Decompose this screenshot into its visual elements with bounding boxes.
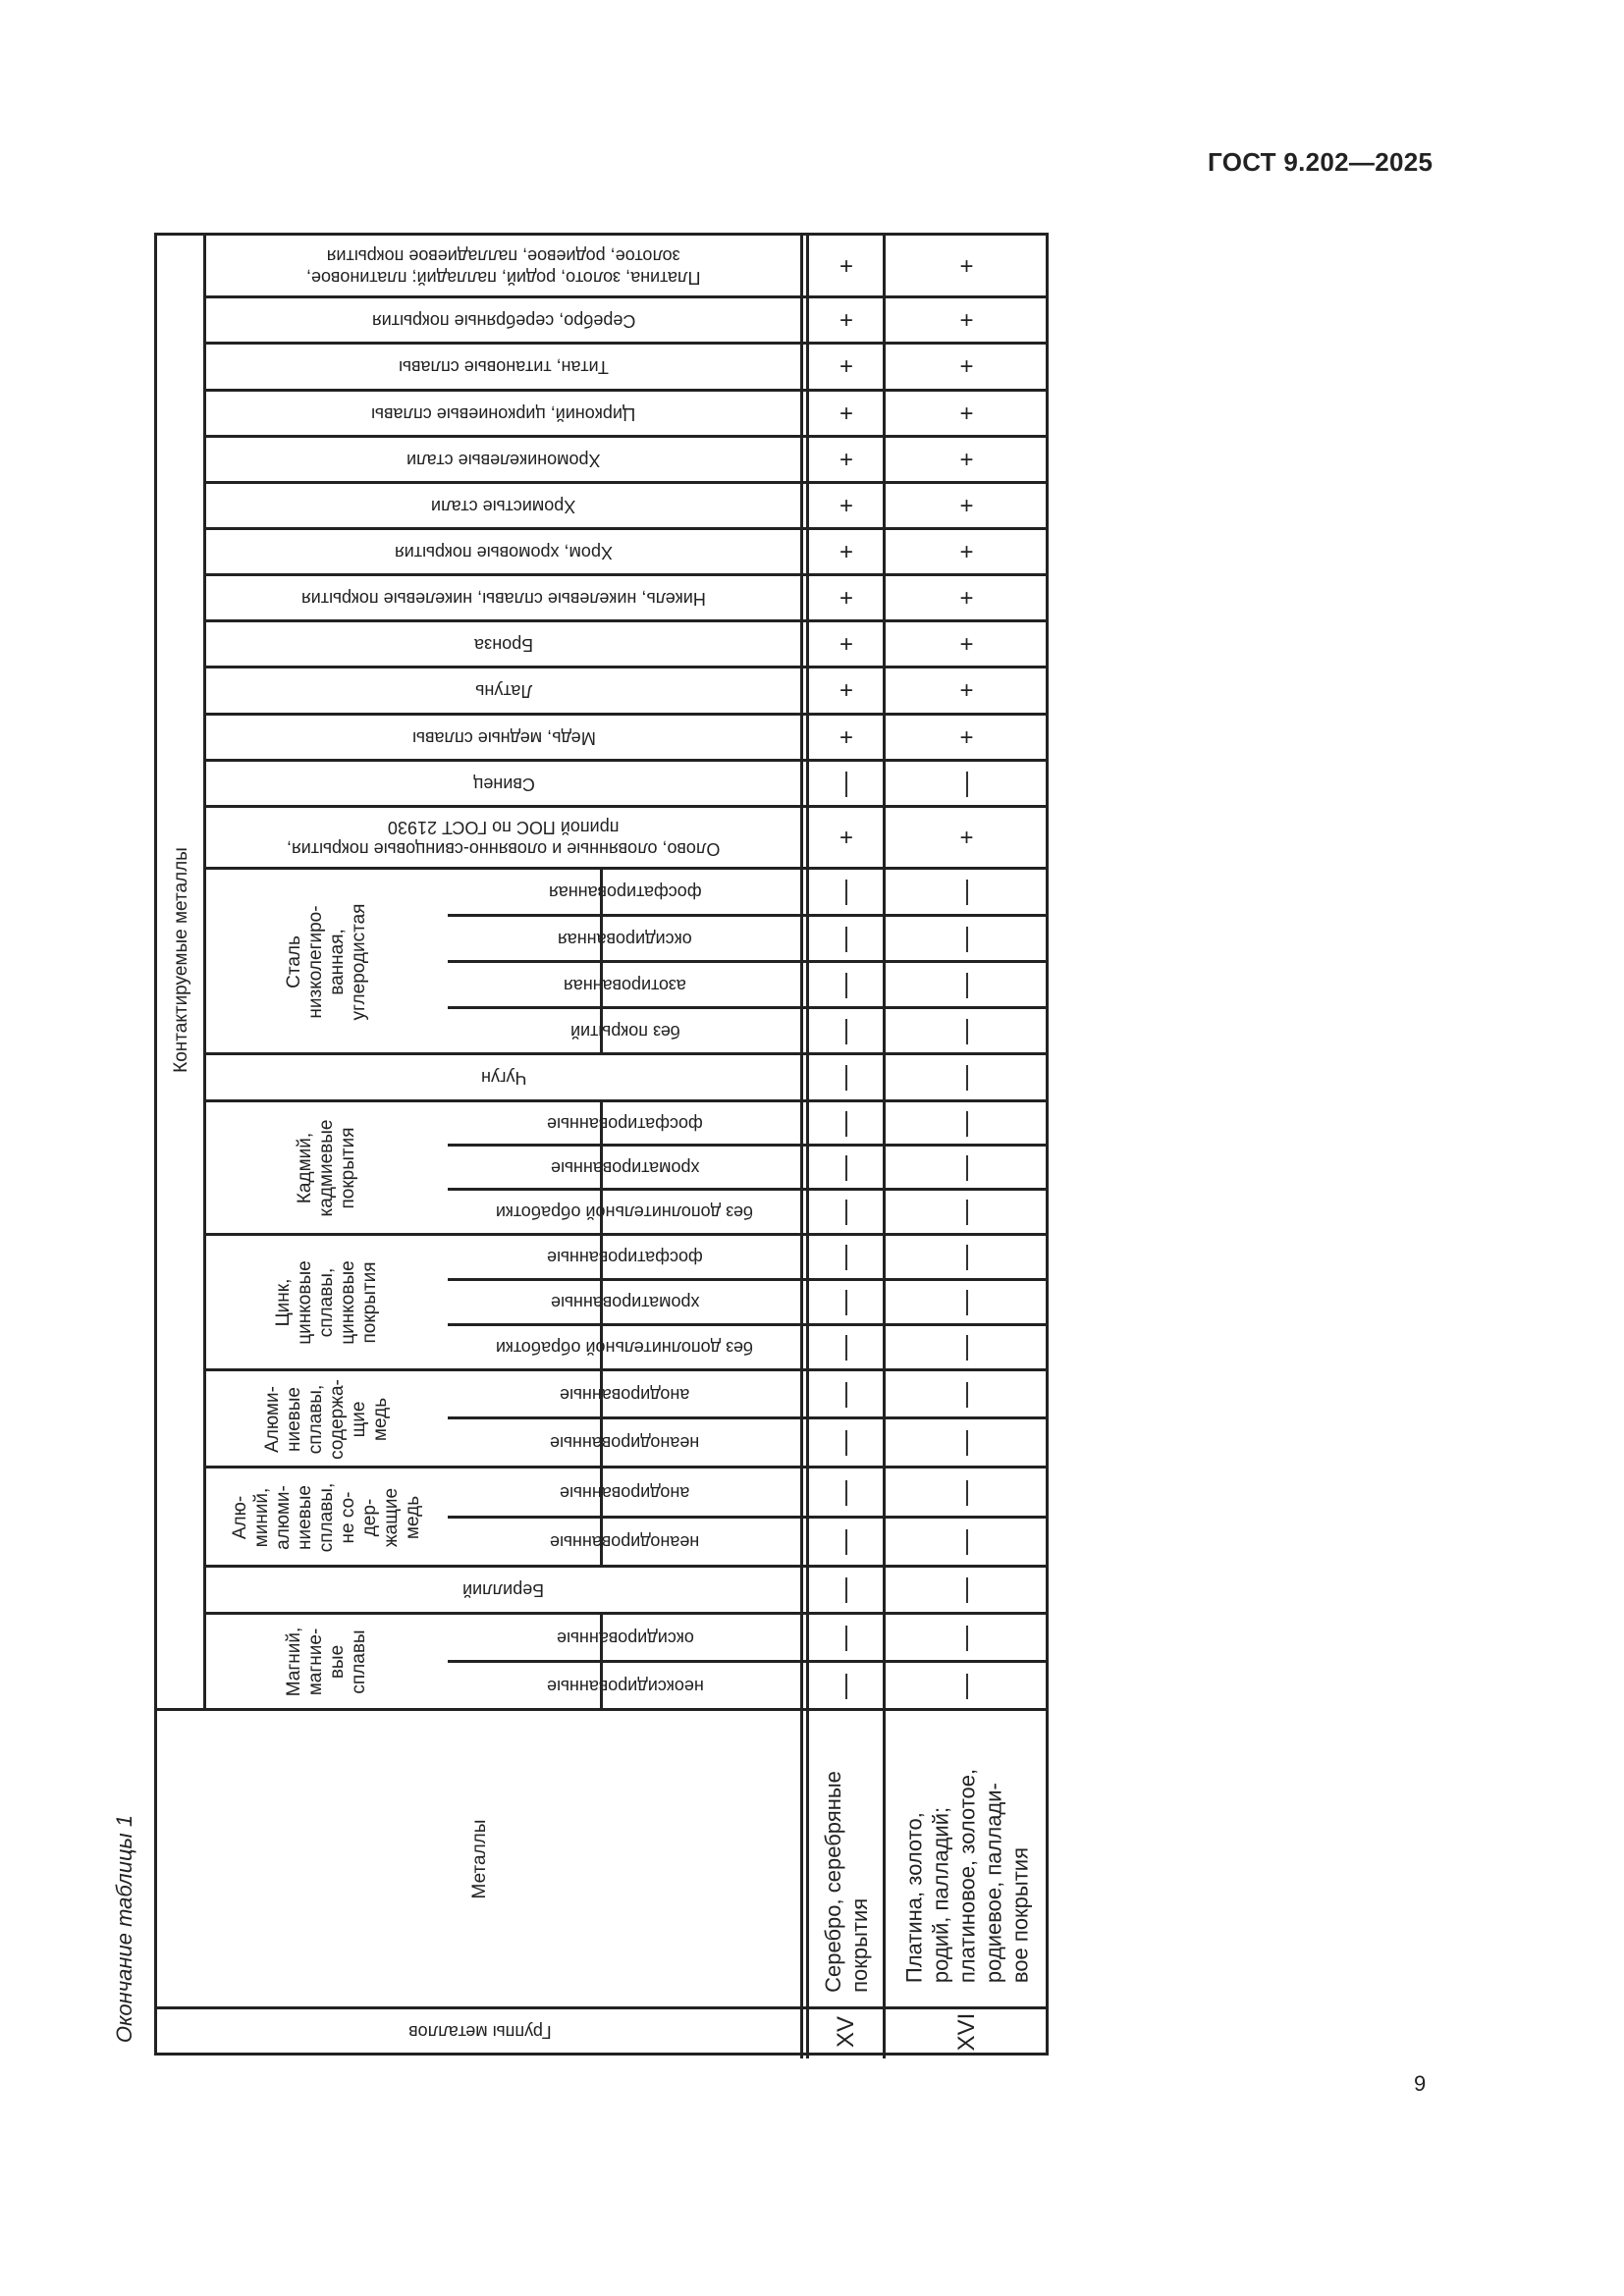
metal-cell [205,1054,802,1101]
plus-mark: + [959,492,974,519]
metal-cell [448,916,802,962]
group-number-xv [808,2008,885,2056]
compat-mark-xv [808,1235,885,1280]
plus-mark: + [959,584,974,612]
metal-label: хроматированные [550,1157,700,1178]
dash-mark [845,1430,847,1456]
plus-mark: + [839,630,853,658]
metal-label: Хромистые стали [431,496,576,516]
group-label-text: Сталь низколегиро- ванная, углеродистая [283,903,369,1020]
compat-mark-xv [808,807,885,869]
metal-label: анодированные [560,1384,690,1405]
compat-mark-xvi [885,575,1049,621]
metal-cell [205,483,802,529]
metal-cell [205,236,802,297]
group-label [205,1235,448,1370]
metal-cell [205,391,802,437]
compat-mark-xvi [885,1280,1049,1325]
group-number-text: XVI [952,2012,980,2052]
metal-label: азотированная [564,975,686,995]
compat-mark-xvi [885,297,1049,344]
compat-mark-xvi [885,391,1049,437]
groups-header-text: Группы металлов [407,2022,552,2042]
group-number-xvi [885,2008,1049,2056]
compat-mark-xv [808,1325,885,1370]
dash-mark [966,772,968,797]
compat-mark-xv [808,529,885,575]
metal-label: без дополнительной обработки [496,1338,754,1358]
dash-mark [966,1111,968,1137]
compat-mark-xv [808,575,885,621]
metal-cell [448,1280,802,1325]
column-divider [600,1101,603,1235]
metal-cell [448,1614,802,1662]
metals-header-text: Металлы [468,1819,490,1899]
group-label-text: Кадмий, кадмиевые покрытия [294,1119,358,1217]
column-divider [600,1235,603,1370]
metal-label: анодированные [560,1482,690,1503]
groups-header [157,2008,802,2056]
dash-mark [966,973,968,998]
compat-mark-xvi [885,437,1049,483]
column-name-text: Серебро, серебряные покрытия [821,1770,872,1993]
compat-mark-xvi [885,1008,1049,1054]
column-divider [600,1370,603,1468]
dash-mark [845,1382,847,1408]
metal-label: Бронза [473,634,534,655]
plus-mark: + [839,538,853,565]
compat-mark-xv [808,869,885,916]
plus-mark: + [839,824,853,851]
compat-mark-xvi [885,1190,1049,1235]
metal-cell [448,962,802,1008]
compat-mark-xv [808,391,885,437]
metal-cell [448,1662,802,1710]
dash-mark [845,1674,847,1699]
compat-mark-xvi [885,621,1049,667]
column-name-text: Платина, золото, родий, палладий; платиновое, золотое, родиевое, паллади- вое покрытия [901,1768,1032,1984]
plus-mark: + [959,824,974,851]
dash-mark [966,1335,968,1361]
metal-cell [448,1146,802,1190]
metal-label: Латунь [474,681,533,701]
plus-mark: + [959,353,974,380]
contact-metals-text: Контактируемые металлы [170,847,191,1073]
dash-mark [966,880,968,905]
compat-mark-xvi [885,483,1049,529]
metal-label: хроматированные [550,1293,700,1312]
plus-mark: + [839,306,853,334]
compat-mark-xvi [885,1325,1049,1370]
dash-mark [845,772,847,797]
caption-text: Окончание таблицы 1 [112,1814,136,2043]
compat-mark-xv [808,1008,885,1054]
dash-mark [966,1019,968,1044]
compat-mark-xv [808,437,885,483]
group-number-text: XV [833,2015,859,2049]
dash-mark [845,880,847,905]
page-number: 9 [1414,2071,1427,2096]
compat-mark-xv [808,916,885,962]
metal-label: фосфатированные [547,1248,703,1267]
plus-mark: + [959,400,974,427]
dash-mark [966,1065,968,1091]
metal-label: Цирконий, циркониевые сплавы [371,403,636,424]
compat-mark-xvi [885,1235,1049,1280]
metal-cell [448,1418,802,1468]
metal-cell [205,1567,802,1614]
metal-cell [205,761,802,807]
metal-cell [205,575,802,621]
metal-label: Серебро, серебряные покрытия [371,310,636,331]
compat-mark-xv [808,1101,885,1146]
group-label-text: Алюми- ниевые сплавы, содержа- щие медь [261,1378,391,1460]
compat-mark-xvi [885,761,1049,807]
compat-mark-xvi [885,1146,1049,1190]
plus-mark: + [839,492,853,519]
dash-mark [966,927,968,952]
metal-label: оксидированная [558,929,692,949]
table-caption [110,1798,139,2058]
dash-mark [845,1200,847,1225]
compat-mark-xv [808,761,885,807]
metal-cell [448,1235,802,1280]
metal-label: Платина, золото, родий, палладий; платиновое, золотое, родиевое, палладиевое покрытия [306,245,701,288]
metal-cell [205,529,802,575]
dash-mark [845,1335,847,1361]
dash-mark [966,1577,968,1603]
metal-cell [448,1325,802,1370]
group-label [205,1468,448,1567]
compat-mark-xv [808,621,885,667]
dash-mark [845,927,847,952]
compat-mark-xv [808,236,885,297]
dash-mark [845,1245,847,1270]
compat-mark-xv [808,1468,885,1518]
plus-mark: + [839,353,853,380]
dash-mark [845,1290,847,1315]
dash-mark [845,1019,847,1044]
column-name-xvi [885,1710,1049,2008]
dash-mark [845,1111,847,1137]
compat-mark-xv [808,1614,885,1662]
plus-mark: + [959,630,974,658]
plus-mark: + [959,677,974,704]
plus-mark: + [959,252,974,280]
group-label-text: Алю- миний, алюми- ниевые сплавы, не со- дер- жащие медь [229,1482,423,1552]
compat-mark-xvi [885,807,1049,869]
compat-mark-xv [808,715,885,761]
compat-mark-xv [808,1370,885,1418]
dash-mark [966,1480,968,1506]
metal-label: Хром, хромовые покрытия [395,542,613,562]
metal-cell [448,869,802,916]
dash-mark [966,1529,968,1555]
metal-label: фосфатированные [547,1113,703,1134]
group-label-text: Цинк, цинковые сплавы, цинковые покрытия [272,1260,380,1345]
group-label [205,1370,448,1468]
metal-label: без покрытий [569,1021,680,1041]
dash-mark [966,1245,968,1270]
metal-cell [448,1370,802,1418]
metal-cell [205,715,802,761]
compat-mark-xv [808,483,885,529]
metal-cell [448,1518,802,1567]
column-name-xv [808,1710,885,2008]
compat-mark-xvi [885,236,1049,297]
metal-label: неоксидированные [546,1676,704,1696]
metal-label: неанодированные [550,1532,700,1552]
metal-label: фосфатированная [548,882,702,902]
compat-mark-xvi [885,344,1049,391]
compatibility-table [154,233,1049,2056]
compat-mark-xvi [885,1054,1049,1101]
metal-cell [205,621,802,667]
metal-cell [448,1190,802,1235]
plus-mark: + [839,677,853,704]
compat-mark-xvi [885,1418,1049,1468]
compat-mark-xvi [885,1101,1049,1146]
dash-mark [966,1290,968,1315]
dash-mark [966,1430,968,1456]
contact-metals-header [157,236,205,1710]
metal-label: Титан, титановые сплавы [399,357,609,377]
metal-label: оксидированные [556,1628,694,1648]
compat-mark-xvi [885,1518,1049,1567]
dash-mark [845,1577,847,1603]
document-id: ГОСТ 9.202—2025 [1208,147,1434,177]
plus-mark: + [839,252,853,280]
plus-mark: + [959,723,974,751]
dash-mark [845,1065,847,1091]
metal-cell [205,807,802,869]
column-divider [600,1468,603,1567]
metal-label: Хромоникелевые стали [406,450,601,470]
compat-mark-xvi [885,1662,1049,1710]
metal-label: Олово, оловянные и оловянно-свинцовые покрытия, припой ПОС по ГОСТ 21930 [287,817,721,859]
compat-mark-xvi [885,529,1049,575]
plus-mark: + [959,306,974,334]
compat-mark-xvi [885,667,1049,715]
dash-mark [966,1382,968,1408]
plus-mark: + [839,723,853,751]
compat-mark-xv [808,1054,885,1101]
dash-mark [845,1529,847,1555]
plus-mark: + [959,538,974,565]
plus-mark: + [839,400,853,427]
compat-mark-xvi [885,869,1049,916]
compat-mark-xv [808,962,885,1008]
compat-mark-xv [808,1146,885,1190]
compat-mark-xvi [885,1370,1049,1418]
compat-mark-xvi [885,715,1049,761]
compat-mark-xvi [885,1567,1049,1614]
plus-mark: + [839,584,853,612]
dash-mark [966,1626,968,1651]
group-label-text: Магний, магние- вые сплавы [283,1627,369,1697]
dash-mark [845,1155,847,1181]
compat-mark-xv [808,1662,885,1710]
plus-mark: + [959,446,974,473]
compat-mark-xv [808,297,885,344]
plus-mark: + [839,446,853,473]
metal-label: без дополнительной обработки [496,1202,754,1222]
metal-cell [448,1101,802,1146]
dash-mark [966,1155,968,1181]
metal-label: Свинец [472,774,535,794]
compat-mark-xv [808,344,885,391]
dash-mark [845,973,847,998]
metal-cell [205,344,802,391]
metal-label: Никель, никелевые сплавы, никелевые покрытия [301,588,706,609]
metal-label: неанодированные [550,1433,700,1453]
dash-mark [845,1480,847,1506]
metals-header [157,1710,802,2008]
compat-mark-xvi [885,962,1049,1008]
dash-mark [966,1674,968,1699]
dash-mark [845,1626,847,1651]
compat-mark-xv [808,1190,885,1235]
group-label [205,1101,448,1235]
column-divider [600,1614,603,1710]
dash-mark [966,1200,968,1225]
compat-mark-xv [808,1567,885,1614]
compat-mark-xv [808,1280,885,1325]
metal-label: Бериллий [462,1580,545,1600]
compat-mark-xv [808,1518,885,1567]
compat-mark-xv [808,667,885,715]
metal-label: Чугун [480,1068,527,1088]
metal-cell [448,1468,802,1518]
compat-mark-xvi [885,1468,1049,1518]
group-label [205,869,448,1054]
compat-mark-xv [808,1418,885,1468]
compat-mark-xvi [885,916,1049,962]
metal-cell [205,667,802,715]
metal-cell [448,1008,802,1054]
group-label [205,1614,448,1710]
metal-label: Медь, медные сплавы [411,727,596,748]
compat-mark-xvi [885,1614,1049,1662]
metal-cell [205,297,802,344]
column-divider [600,869,603,1054]
metal-cell [205,437,802,483]
